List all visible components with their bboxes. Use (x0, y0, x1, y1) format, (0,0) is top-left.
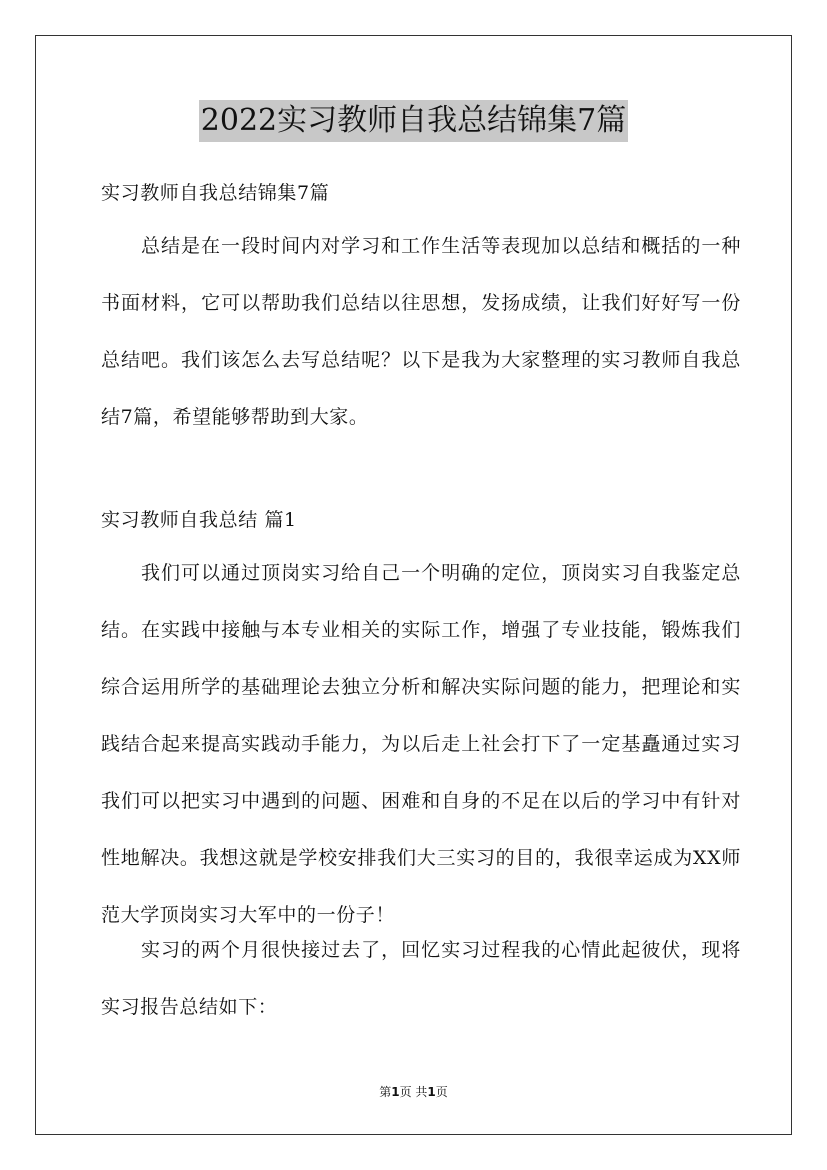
section-paragraph: 我们可以通过顶岗实习给自己一个明确的定位，顶岗实习自我鉴定总结。在实践中接触与本专业相关的实际工作，增强了专业技能，锻炼我们综合运用所学的基础理论去独立分析和解决实际问题的能力，把理论和实践结合起来提高实践动手能力，为以后走上社会打下了一定基矗通过实习我们可以把实习中遇到的问题、困难和自身的不足在以后的学习中有针对性地解决。我想这就是学校安排我们大三实习的目的，我很幸运成为XX师范大学顶岗实习大军中的一份子！ (101, 562, 741, 926)
document-subtitle: 实习教师自我总结锦集7篇 (101, 182, 330, 204)
footer-suffix: 页 (435, 1085, 448, 1099)
footer-prefix: 第 (379, 1085, 392, 1099)
title-container (0, 100, 827, 142)
intro-paragraph: 总结是在一段时间内对学习和工作生活等表现加以总结和概括的一种书面材料，它可以帮助我们总结以往思想，发扬成绩，让我们好好写一份总结吧。我们该怎么去写总结呢？以下是我为大家整理的实习教师自我总结7篇，希望能够帮助到大家。 (101, 235, 741, 428)
footer-page-number: 1 (391, 1085, 400, 1099)
page-footer (0, 1084, 827, 1100)
footer-middle: 页 共 (399, 1085, 428, 1099)
section-paragraph-2: 实习的两个月很快接过去了，回忆实习过程我的心情此起彼伏，现将实习报告总结如下： (101, 939, 741, 1018)
footer-page-total: 1 (427, 1085, 436, 1099)
document-title: 2022实习教师自我总结锦集7篇 (199, 100, 628, 142)
section-heading: 实习教师自我总结 篇1 (101, 509, 297, 531)
